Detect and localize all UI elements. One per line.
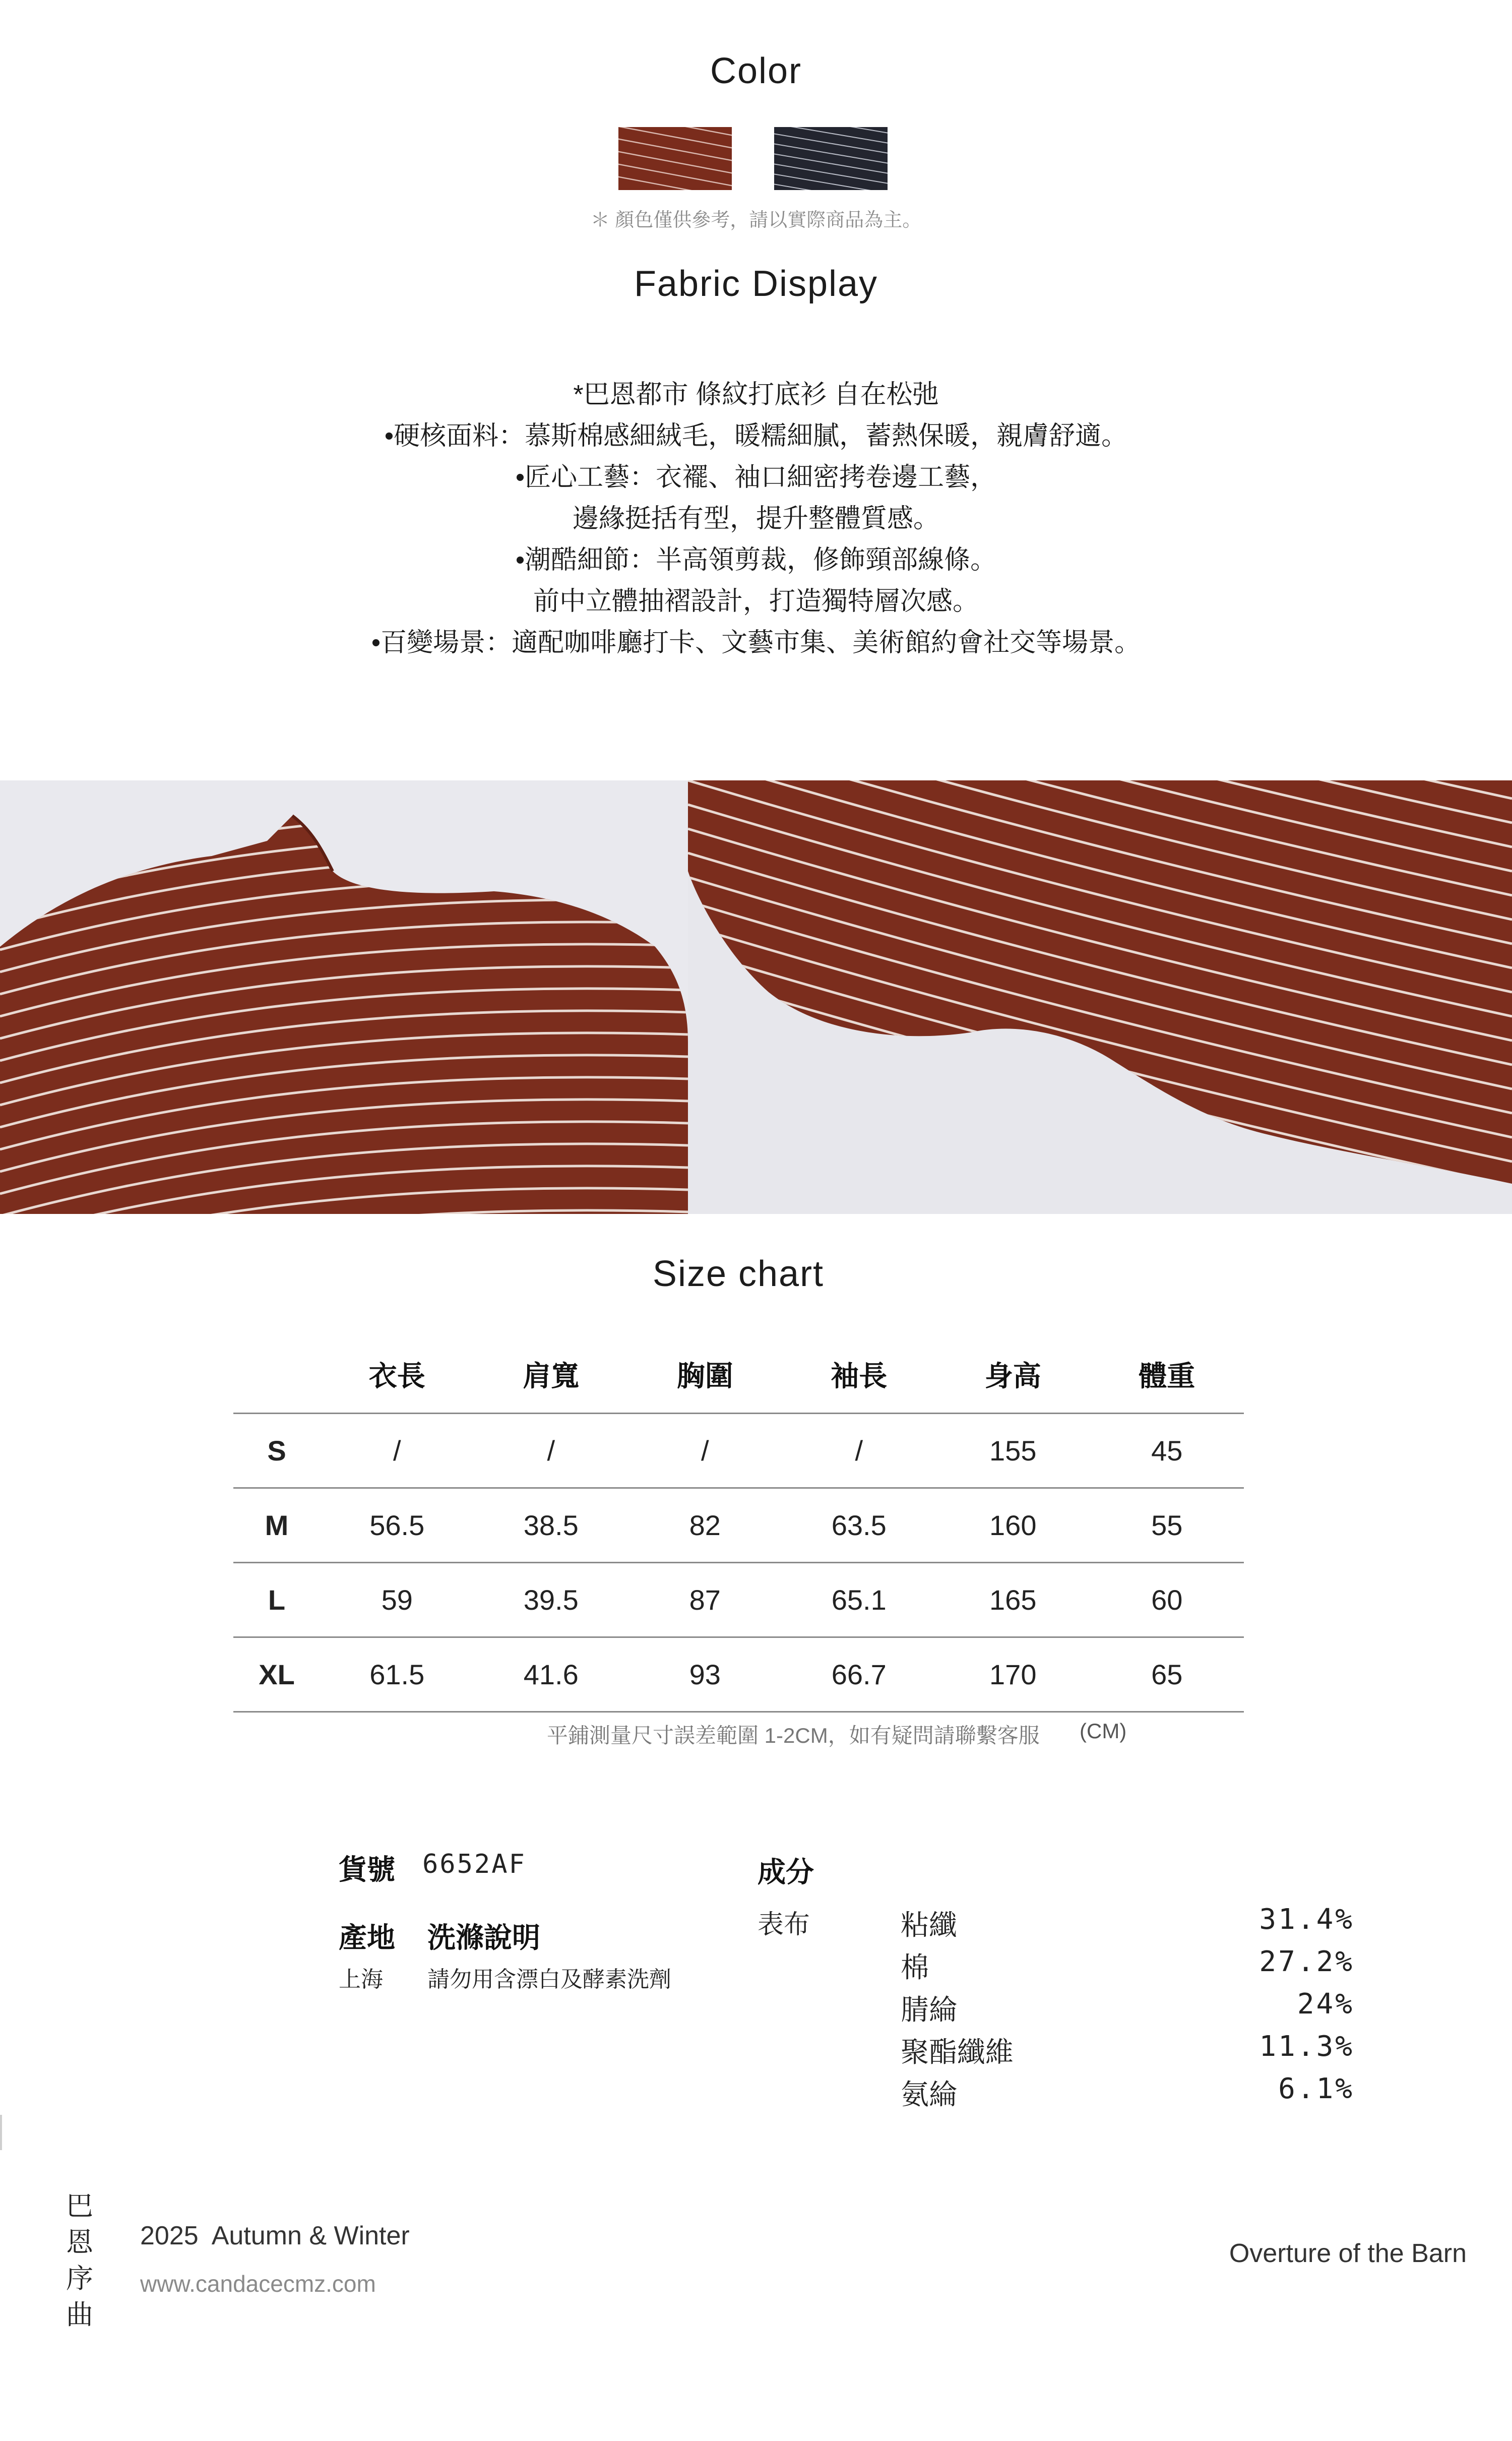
brand-char: 巴	[66, 2191, 93, 2221]
size-header: 身高	[984, 1360, 1041, 1392]
origin-value: 上海	[339, 1967, 383, 1992]
size-cell: 39.5	[474, 1563, 628, 1637]
sku-label: 貨號	[339, 1854, 395, 1885]
season-text: 2025 Autumn & Winter	[140, 2221, 410, 2250]
size-chart-note: 平鋪測量尺寸誤差範圍 1-2CM，如有疑問請聯繫客服	[547, 1724, 1040, 1747]
size-cell: 38.5	[474, 1488, 628, 1563]
composition-item	[901, 1945, 1354, 1988]
swatch-navy[interactable]	[774, 127, 888, 190]
fabric-description	[0, 374, 1512, 663]
color-note: ＊ 顏色僅供參考，請以實際商品為主。	[590, 210, 922, 231]
size-cell: 93	[628, 1637, 782, 1712]
fabric-line: •匠心工藝：衣襬、袖口細密拷卷邊工藝，	[515, 463, 997, 492]
size-header: 肩寬	[523, 1360, 580, 1392]
composition-item	[901, 2072, 1354, 2115]
hem-detail-photo	[688, 780, 1512, 1214]
composition-label: 成分	[758, 1856, 814, 1888]
size-label: S	[233, 1414, 320, 1488]
swatch-navy-pattern	[774, 127, 888, 190]
size-header: 體重	[1139, 1360, 1195, 1392]
composition-pct: 27.2%	[1259, 1945, 1354, 1978]
size-row	[233, 1563, 1244, 1637]
size-cell: 59	[320, 1563, 474, 1637]
composition-name: 粘纖	[901, 1909, 957, 1941]
fabric-line: 邊緣挺括有型，提升整體質感。	[572, 504, 939, 533]
size-cell: /	[474, 1414, 628, 1488]
color-title: Color	[710, 51, 802, 91]
fabric-line: •百變場景：適配咖啡廳打卡、文藝市集、美術館約會社交等場景。	[371, 628, 1141, 657]
size-cell: 60	[1090, 1563, 1244, 1637]
size-cell: 41.6	[474, 1637, 628, 1712]
size-cell: 170	[936, 1637, 1090, 1712]
size-label: XL	[233, 1637, 320, 1712]
composition-item	[901, 1988, 1354, 2030]
origin-label: 產地	[339, 1922, 395, 1954]
composition-item	[901, 1903, 1354, 1945]
size-header: 袖長	[831, 1360, 888, 1392]
size-row	[233, 1488, 1244, 1563]
size-cell: /	[628, 1414, 782, 1488]
fabric-line: •硬核面料：慕斯棉感細絨毛，暖糯細膩，蓄熱保暖，親膚舒適。	[384, 421, 1128, 451]
size-header: 胸圍	[676, 1360, 733, 1392]
collection-name: Overture of the Barn	[1229, 2239, 1467, 2268]
fabric-title: Fabric Display	[634, 264, 878, 304]
size-cell: 45	[1090, 1414, 1244, 1488]
wash-value: 請勿用含漂白及酵素洗劑	[427, 1967, 671, 1992]
composition-name: 腈綸	[901, 1994, 957, 2026]
size-cell: 160	[936, 1488, 1090, 1563]
size-header: 衣長	[368, 1360, 425, 1392]
size-cell: /	[320, 1414, 474, 1488]
sku-value: 6652AF	[422, 1849, 526, 1879]
size-table	[233, 1336, 1244, 1713]
size-cell: /	[782, 1414, 936, 1488]
brand-char: 曲	[66, 2300, 93, 2330]
size-cell: 66.7	[782, 1637, 936, 1712]
swatch-brick-red[interactable]	[618, 127, 732, 190]
wash-label: 洗滌說明	[427, 1922, 540, 1954]
size-header-blank	[233, 1336, 320, 1414]
left-edge-mark	[0, 2115, 2, 2150]
fabric-line: 前中立體抽褶設計，打造獨特層次感。	[533, 587, 979, 616]
composition-pct: 11.3%	[1259, 2030, 1354, 2063]
size-cell: 63.5	[782, 1488, 936, 1563]
size-row	[233, 1637, 1244, 1712]
composition-part: 表布	[758, 1910, 810, 1939]
size-chart-title: Size chart	[652, 1254, 825, 1294]
composition-item	[901, 2030, 1354, 2072]
composition-name: 聚酯纖維	[901, 2036, 1014, 2068]
size-cell: 55	[1090, 1488, 1244, 1563]
composition-pct: 24%	[1297, 1988, 1354, 2021]
size-table-header-row	[233, 1336, 1244, 1414]
size-row	[233, 1414, 1244, 1488]
size-cell: 87	[628, 1563, 782, 1637]
size-chart-unit: (CM)	[1080, 1719, 1127, 1743]
collar-detail-photo	[0, 780, 688, 1214]
size-cell: 155	[936, 1414, 1090, 1488]
size-cell: 65	[1090, 1637, 1244, 1712]
size-cell: 65.1	[782, 1563, 936, 1637]
composition-list	[901, 1903, 1354, 2115]
size-label: M	[233, 1488, 320, 1563]
size-cell: 56.5	[320, 1488, 474, 1563]
fabric-line: *巴恩都市 條紋打底衫 自在松弛	[573, 380, 939, 409]
brand-char: 序	[66, 2264, 93, 2294]
composition-pct: 31.4%	[1259, 1903, 1354, 1936]
fabric-line: •潮酷細節：半高領剪裁，修飾頸部線條。	[515, 545, 997, 575]
swatch-brick-red-pattern	[618, 127, 732, 190]
composition-name: 棉	[901, 1951, 929, 1983]
composition-name: 氨綸	[901, 2079, 957, 2110]
size-cell: 82	[628, 1488, 782, 1563]
size-label: L	[233, 1563, 320, 1637]
website-link[interactable]: www.candacecmz.com	[140, 2271, 376, 2297]
size-cell: 165	[936, 1563, 1090, 1637]
size-cell: 61.5	[320, 1637, 474, 1712]
composition-pct: 6.1%	[1278, 2072, 1354, 2105]
brand-char: 恩	[66, 2227, 93, 2257]
brand-vertical	[65, 2188, 95, 2333]
